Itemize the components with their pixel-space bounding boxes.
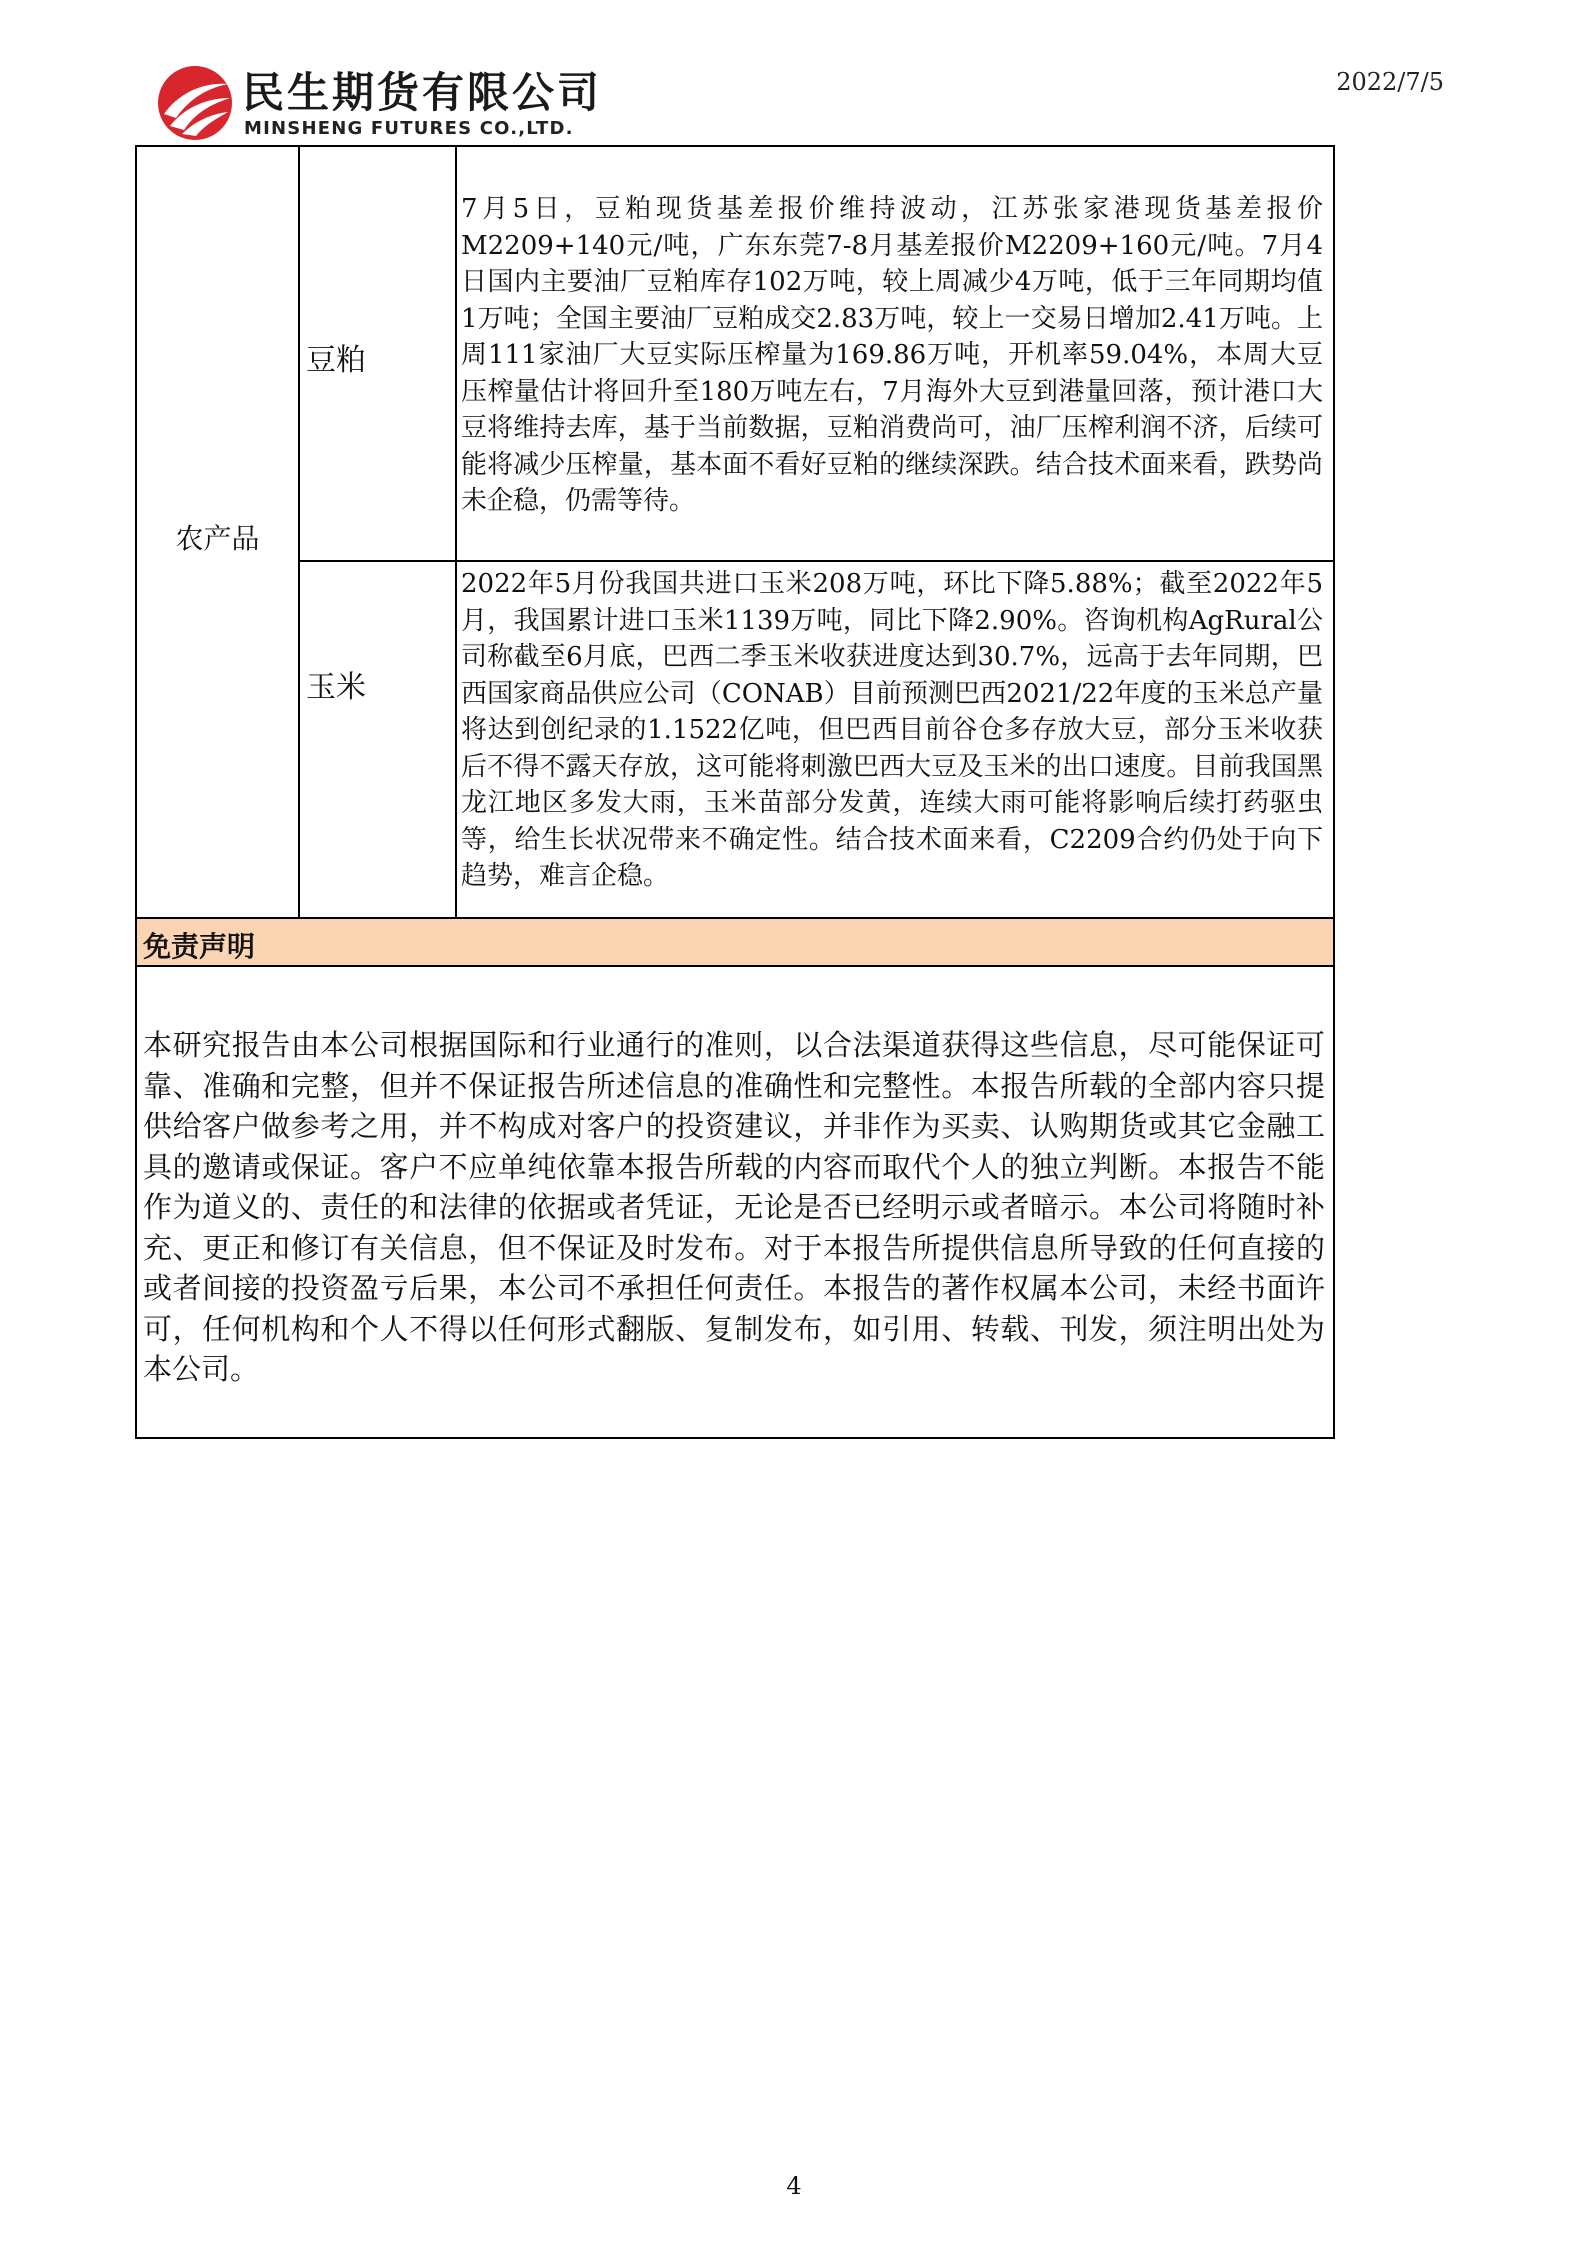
minsheng-logo-icon xyxy=(156,64,234,142)
product-label-corn: 玉米 xyxy=(306,670,366,705)
company-name-en: MINSHENG FUTURES CO.,LTD. xyxy=(244,118,574,139)
company-logo xyxy=(156,60,603,146)
disclaimer-text: 本研究报告由本公司根据国际和行业通行的准则，以合法渠道获得这些信息，尽可能保证可靠、准确和完整，但并不保证报告所述信息的准确性和完整性。本报告所载的全部内容只提供给客户做参考之用，并不构成对客户的投资建议，并非作为买卖、认购期货或其它金融工具的邀请或保证。客户不应单纯依靠本报告所载的内容而取代个人的独立判断。本报告不能作为道义的、责任的和法律的依据或者凭证，无论是否已经明示或者暗示。本公司将随时补充、更正和修订有关信息，但不保证及时发布。对于本报告所提供信息所导致的任何直接的或者间接的投资盈亏后果，本公司不承担任何责任。本报告的著作权属本公司，未经书面许可，任何机构和个人不得以任何形式翻版、复制发布，如引用、转载、刊发，须注明出处为本公司。 xyxy=(143,1028,1325,1386)
category-label: 农产品 xyxy=(175,522,260,555)
disclaimer-header xyxy=(137,917,1333,967)
description-text-soymeal: 7月5日，豆粕现货基差报价维持波动，江苏张家港现货基差报价M2209+140元/吨，广东东莞7-8月基差报价M2209+160元/吨。7月4日国内主要油厂豆粕库存102万吨，较上周减少4万吨，低于三年同期均值1万吨；全国主要油厂豆粕成交2.83万吨，较上一交易日增加2.41万吨。上周111家油厂大豆实际压榨量为169.86万吨，开机率59.04%，本周大豆压榨量估计将回升至180万吨左右，7月海外大豆到港量回落，预计港口大豆将维持去库，基于当前数据，豆粕消费尚可，油厂压榨利润不济，后续可能将减少压榨量，基本面不看好豆粕的继续深跌。结合技术面来看，跌势尚未企稳，仍需等待。 xyxy=(461,194,1323,516)
description-cell-corn xyxy=(457,562,1333,917)
disclaimer-title: 免责声明 xyxy=(143,930,256,963)
product-cell-soymeal xyxy=(300,147,457,561)
page-number: 4 xyxy=(786,2172,802,2200)
description-text-corn: 2022年5月份我国共进口玉米208万吨，环比下降5.88%；截至2022年5月，我国累计进口玉米1139万吨，同比下降2.90%。咨询机构AgRural公司称截至6月底，巴西二季玉米收获进度达到30.7%，远高于去年同期，巴西国家商品供应公司（CONAB）目前预测巴西2021/22年度的玉米总产量将达到创纪录的1.1522亿吨，但巴西目前谷仓多存放大豆，部分玉米收获后不得不露天存放，这可能将刺激巴西大豆及玉米的出口速度。目前我国黑龙江地区多发大雨，玉米苗部分发黄，连续大雨可能将影响后续打药驱虫等，给生长状况带来不确定性。结合技术面来看，C2209合约仍处于向下趋势，难言企稳。 xyxy=(461,569,1323,891)
product-label-soymeal: 豆粕 xyxy=(306,343,366,378)
commodity-table xyxy=(135,145,1335,1439)
company-name-cn: 民生期货有限公司 xyxy=(242,68,603,117)
page-header xyxy=(150,58,1450,148)
disclaimer-body xyxy=(137,967,1333,1437)
product-cell-corn xyxy=(300,562,457,917)
report-date: 2022/7/5 xyxy=(1336,68,1444,96)
category-cell xyxy=(137,147,300,917)
description-cell-soymeal xyxy=(457,147,1333,561)
